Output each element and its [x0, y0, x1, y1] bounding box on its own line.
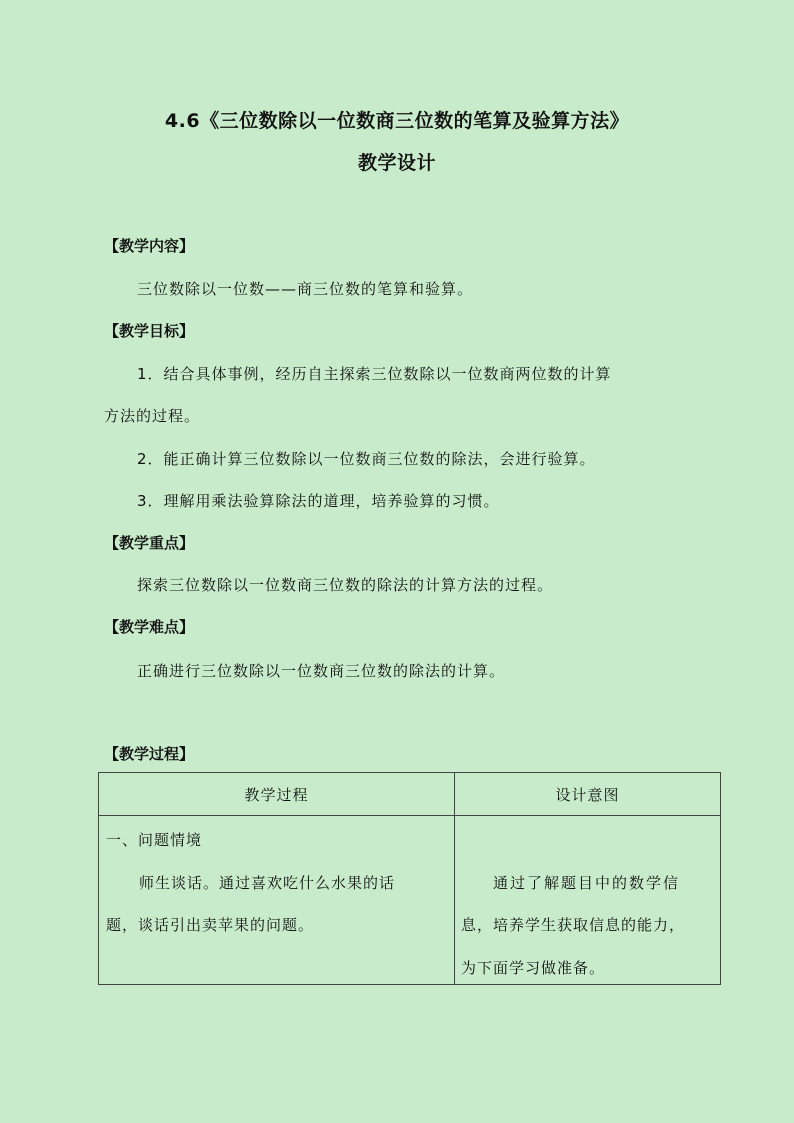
table-header-intent: 设计意图 — [455, 773, 721, 816]
table-cell-process — [99, 816, 455, 985]
key-points-text: 探索三位数除以一位数商三位数的除法的计算方法的过程。 — [137, 576, 554, 594]
intent-text-line-1: 通过了解题目中的数学信 — [493, 874, 681, 892]
process-text-line-2: 题，谈话引出卖苹果的问题。 — [106, 916, 315, 934]
process-text-line-1: 师生谈话。通过喜欢吃什么水果的话 — [139, 874, 396, 892]
intent-text-line-3: 为下面学习做准备。 — [461, 959, 606, 977]
teaching-content-text: 三位数除以一位数——商三位数的笔算和验算。 — [137, 280, 474, 298]
document-subtitle: 教学设计 — [357, 152, 436, 174]
intent-text-line-2: 息，培养学生获取信息的能力， — [461, 916, 686, 934]
goal-2: 2．能正确计算三位数除以一位数商三位数的除法，会进行验算。 — [137, 450, 596, 468]
document-title: 4.6《三位数除以一位数商三位数的笔算及验算方法》 — [164, 110, 630, 132]
goal-1-line-2: 方法的过程。 — [104, 407, 201, 425]
process-section-title: 一、问题情境 — [106, 831, 203, 849]
heading-teaching-content: 【教学内容】 — [104, 237, 195, 255]
table-cell-intent — [455, 816, 721, 985]
teaching-process-table — [98, 772, 721, 985]
heading-teaching-goals: 【教学目标】 — [104, 322, 195, 340]
heading-key-points: 【教学重点】 — [104, 534, 195, 552]
table-header-process: 教学过程 — [99, 773, 455, 816]
goal-1-line-1: 1．结合具体事例，经历自主探索三位数除以一位数商两位数的计算 — [137, 365, 612, 383]
difficulties-text: 正确进行三位数除以一位数商三位数的除法的计算。 — [137, 662, 506, 680]
goal-3: 3．理解用乘法验算除法的道理，培养验算的习惯。 — [137, 492, 500, 510]
heading-difficulties: 【教学难点】 — [104, 618, 195, 636]
heading-teaching-process: 【教学过程】 — [104, 745, 195, 763]
